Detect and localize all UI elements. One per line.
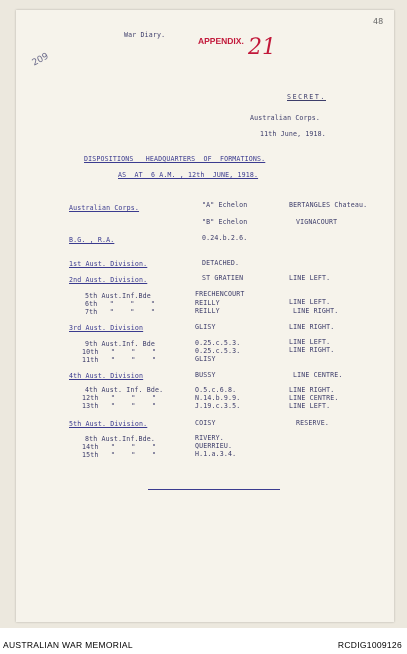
location-3rd-division: GLISY — [195, 323, 216, 331]
location-4th-division: BUSSY — [195, 371, 216, 379]
handwritten-appendix-number: 21 — [248, 35, 276, 60]
corps-heading: Australian Corps. — [250, 114, 321, 122]
page-number: 48 — [373, 17, 384, 26]
document-date: 11th June, 1918. — [260, 130, 326, 138]
location-1st-division: DETACHED. — [202, 259, 240, 267]
remark-2nd-division: LINE LEFT. — [289, 274, 331, 282]
formation-8th-brigade: 8th Aust.Inf.Bde. — [85, 435, 156, 443]
remark-9th-brigade: LINE LEFT. — [289, 338, 331, 346]
appendix-label: APPENDIX. — [198, 36, 244, 46]
formation-2nd-division: 2nd Aust. Division. — [69, 276, 148, 284]
location-7th-brigade: REILLY — [195, 307, 220, 315]
remark-13th-brigade: LINE LEFT. — [289, 402, 331, 410]
remark-5th-division: RESERVE. — [296, 419, 329, 427]
remark-vignacourt: VIGNACOURT — [296, 218, 338, 226]
secret-heading: SECRET. — [287, 93, 326, 101]
formation-3rd-division: 3rd Aust. Division — [69, 324, 144, 332]
remark-10th-brigade: LINE RIGHT. — [289, 346, 335, 354]
formation-1st-division: 1st Aust. Division. — [69, 260, 148, 268]
formation-12th-brigade: 12th " " " — [82, 394, 157, 402]
location-13th-brigade: J.19.c.3.5. — [195, 402, 241, 410]
title-line-2: AS AT 6 A.M. , 12th JUNE, 1918. — [118, 171, 259, 179]
location-6th-brigade: REILLY — [195, 299, 220, 307]
formation-4th-brigade: 4th Aust. Inf. Bde. — [85, 386, 164, 394]
formation-11th-brigade: 11th " " " — [82, 356, 157, 364]
paper-page — [16, 10, 394, 622]
location-15th-brigade: H.1.a.3.4. — [195, 450, 237, 458]
location-5th-brigade: FRECHENCOURT — [195, 290, 245, 298]
location-b-echelon: "B" Echelon — [202, 218, 248, 226]
remark-6th-brigade: LINE LEFT. — [289, 298, 331, 306]
remark-bertangles: BERTANGLES Chateau. — [289, 201, 368, 209]
location-8th-brigade: RIVERY. — [195, 434, 224, 442]
location-10th-brigade: 0.25.c.5.3. — [195, 347, 241, 355]
location-a-echelon: "A" Echelon — [202, 201, 248, 209]
formation-bg-ra: B.G. , R.A. — [69, 236, 115, 244]
formation-13th-brigade: 13th " " " — [82, 402, 157, 410]
location-11th-brigade: GLISY — [195, 355, 216, 363]
remark-12th-brigade: LINE CENTRE. — [289, 394, 339, 402]
location-bg-ra: 0.24.b.2.6. — [202, 234, 248, 242]
location-12th-brigade: N.14.b.9.9. — [195, 394, 241, 402]
remark-3rd-division: LINE RIGHT. — [289, 323, 335, 331]
formation-6th-brigade: 6th " " " — [85, 300, 156, 308]
remark-4th-brigade: LINE RIGHT. — [289, 386, 335, 394]
formation-15th-brigade: 15th " " " — [82, 451, 157, 459]
remark-7th-brigade: LINE RIGHT. — [293, 307, 339, 315]
location-4th-brigade: O.5.c.6.8. — [195, 386, 237, 394]
formation-7th-brigade: 7th " " " — [85, 308, 156, 316]
archive-stamp: 209 — [30, 51, 51, 69]
formation-10th-brigade: 10th " " " — [82, 348, 157, 356]
title-line-1: DISPOSITIONS HEADQUARTERS OF FORMATIONS. — [84, 155, 266, 163]
formation-9th-brigade: 9th Aust.Inf. Bde — [85, 340, 156, 348]
location-14th-brigade: QUERRIEU. — [195, 442, 233, 450]
remark-4th-division: LINE CENTRE. — [293, 371, 343, 379]
formation-14th-brigade: 14th " " " — [82, 443, 157, 451]
location-9th-brigade: 0.25.c.5.3. — [195, 339, 241, 347]
location-5th-division: COISY — [195, 419, 216, 427]
footer-record-id: RCDIG1009126 — [337, 640, 402, 650]
footer-institution: AUSTRALIAN WAR MEMORIAL — [3, 640, 133, 650]
formation-5th-division: 5th Aust. Division. — [69, 420, 148, 428]
war-diary-label: War Diary. — [124, 31, 166, 39]
formation-australian-corps: Australian Corps. — [69, 204, 140, 212]
location-2nd-division: ST GRATIEN — [202, 274, 244, 282]
formation-4th-division: 4th Aust. Division — [69, 372, 144, 380]
closing-rule — [148, 489, 280, 490]
formation-5th-brigade: 5th Aust.Inf.Bde — [85, 292, 151, 300]
